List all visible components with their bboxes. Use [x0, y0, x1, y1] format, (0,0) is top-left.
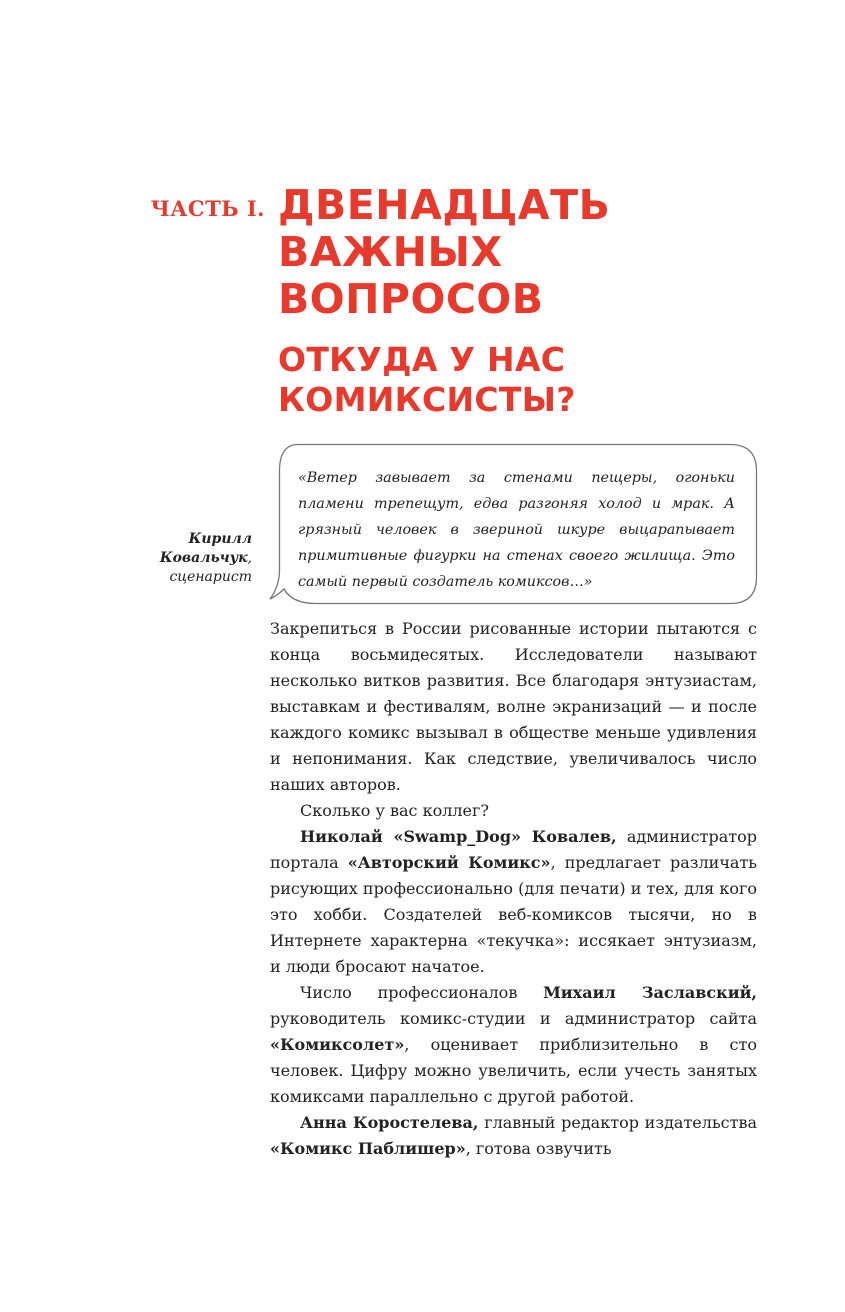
epigraph-quote: «Ветер завывает за стенами пещеры, огоньки пламени трепещут, едва разгоняя холод и мрак. А грязный человек в звериной шкуре выцарапывает примитивные фигурки на стенах своего жилища. Это самый первый создатель комиксов…» [298, 470, 735, 590]
author-role: сценарист [169, 569, 252, 585]
person-name: Николай «Swamp_Dog» Ковалев, [300, 827, 617, 846]
epigraph-author [120, 530, 252, 587]
chapter-title-line: КОМИКСИСТЫ? [278, 380, 576, 419]
person-name: Михаил Заславский, [543, 983, 757, 1002]
paragraph [270, 980, 757, 1110]
person-name: Анна Коростелева, [300, 1113, 479, 1132]
site-name: «Комикс Паблишер» [270, 1139, 466, 1158]
chapter-title-line: ОТКУДА У НАС [278, 340, 566, 379]
text-span: , оценивает приблизительно в сто человек. Цифру можно увеличить, если учесть занятых комиксами параллельно с другой работой. [270, 1035, 757, 1106]
chapter-title [278, 340, 576, 420]
text-span: Число профессионалов [300, 983, 544, 1002]
paragraph: Закрепиться в России рисованные истории пытаются с конца восьмидесятых. Исследователи называют несколько витков развития. Все благодаря энтузиастам, выставкам и фестивалям, волне экранизаций — и после каждого комикс вызывал в обществе меньше удивления и непонимания. Как следствие, увеличивалось число наших авторов. [270, 619, 757, 794]
text-span: главный редактор издательства [478, 1113, 758, 1132]
paragraph [270, 824, 757, 980]
speech-bubble [268, 443, 758, 605]
article-body [270, 616, 757, 1162]
author-comma: , [247, 550, 252, 566]
paragraph-question: Сколько у вас коллег? [300, 801, 489, 820]
site-name: «Комиксолет» [270, 1035, 405, 1054]
text-span: , готова озвучить [465, 1139, 612, 1158]
part-label: ЧАСТЬ I. [150, 196, 265, 221]
part-title [278, 182, 610, 323]
text-span: , предлагает различать рисующих профессионально (для печати) и тех, для кого это хобби. Создателей веб-комиксов тысячи, но в Интернете характерна «текучка»: иссякает энтузиазм, и люди бросают начатое. [270, 853, 758, 976]
site-name: «Авторский Комикс» [347, 853, 551, 872]
text-span: руководитель комикс-студии и администратор сайта [270, 1009, 757, 1028]
part-title-line: ВАЖНЫХ [278, 228, 503, 276]
text-span: администратор портала [270, 827, 758, 872]
author-last-name: Ковальчук [159, 550, 248, 566]
part-title-line: ДВЕНАДЦАТЬ [278, 181, 611, 229]
author-first-name: Кирилл [188, 531, 252, 547]
paragraph [270, 1110, 757, 1162]
author-last-name-line [120, 549, 252, 568]
part-title-line: ВОПРОСОВ [278, 275, 544, 323]
